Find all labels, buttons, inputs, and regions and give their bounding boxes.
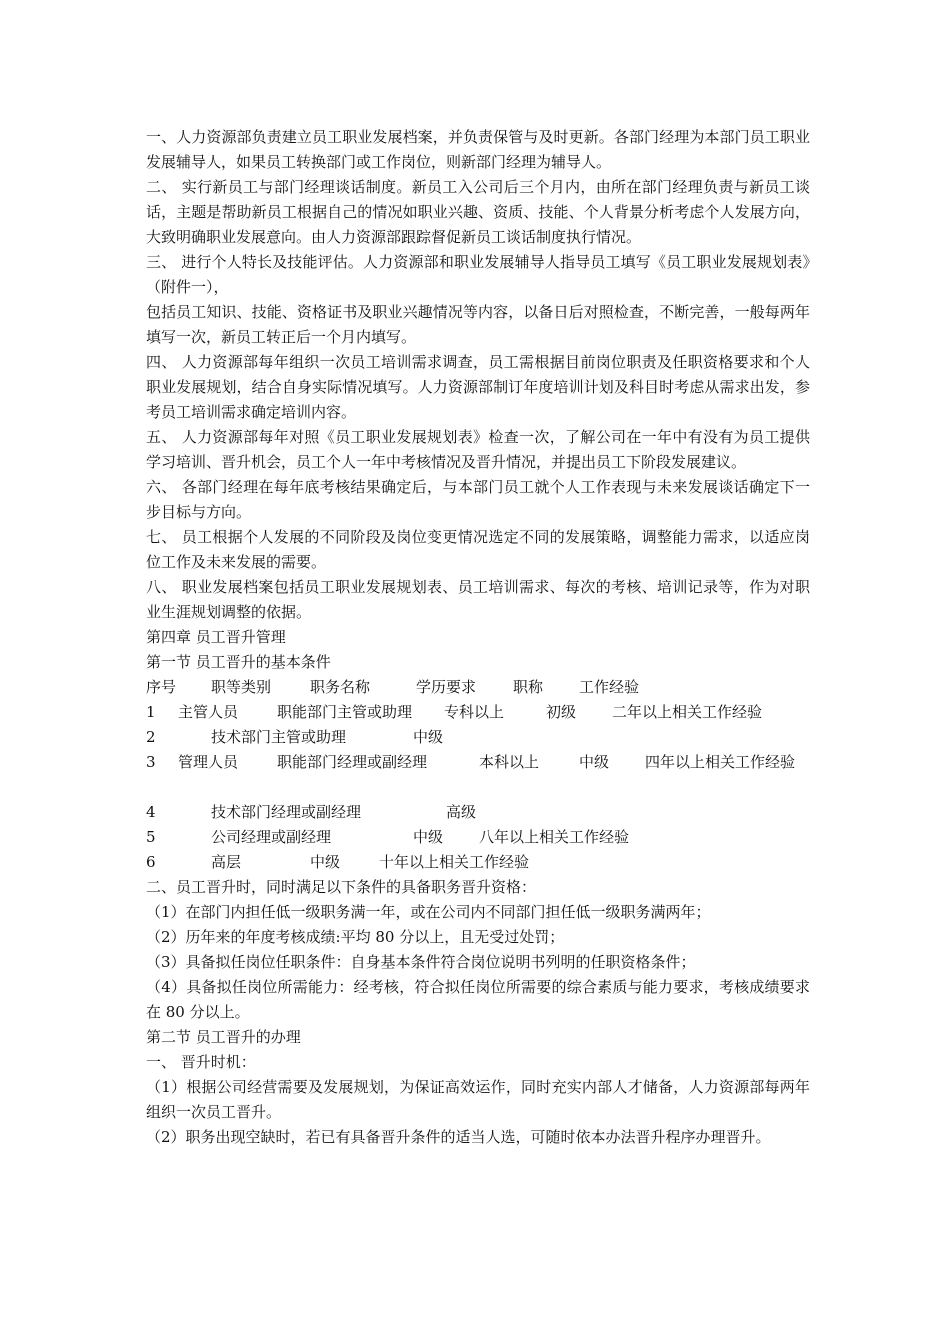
table-header-cell: 学历要求	[416, 678, 477, 696]
table-cell: 中级	[579, 753, 610, 771]
table-cell: 2	[146, 728, 156, 746]
table-header-cell: 职称	[513, 678, 544, 696]
condition-item: （4）具备拟任岗位所需能力：经考核，符合拟任岗位所需要的综合素质与能力要求，考核成绩要求在 80 分以上。	[146, 978, 810, 1021]
paragraph-4: 四、 人力资源部每年组织一次员工培训需求调查，员工需根据目前岗位职责及任职资格要求和个人职业发展规划，结合自身实际情况填写。人力资源部制订年度培训计划及科目时考虑从需求出发，参考员工培训需求确定培训内容。	[146, 353, 810, 421]
paragraph-3-continued: 包括员工知识、技能、资格证书及职业兴趣情况等内容，以备日后对照检查，不断完善，一般每两年填写一次，新员工转正后一个月内填写。	[146, 303, 810, 346]
table-row	[146, 725, 810, 750]
table-header-row	[146, 675, 810, 700]
table-cell: 本科以上	[479, 753, 540, 771]
table-row	[146, 825, 810, 850]
table-cell: 高级	[446, 803, 477, 821]
table-header-cell: 职等类别	[211, 678, 272, 696]
table-row	[146, 750, 810, 800]
chapter-title: 第四章 员工晋升管理	[146, 628, 286, 646]
table-row	[146, 700, 810, 725]
condition-item: （3）具备拟任岗位任职条件：自身基本条件符合岗位说明书列明的任职资格条件；	[146, 953, 696, 971]
table-cell: 技术部门主管或助理	[211, 728, 347, 746]
table-cell: 5	[146, 828, 156, 846]
paragraph-7: 七、 员工根据个人发展的不同阶段及岗位变更情况选定不同的发展策略，调整能力需求，以适应岗位工作及未来发展的需要。	[146, 528, 810, 571]
table-cell: 中级	[413, 828, 444, 846]
document-body	[146, 125, 810, 1150]
table-cell: 职能部门主管或助理	[277, 703, 413, 721]
table-cell: 高层	[211, 853, 242, 871]
table-cell: 公司经理或副经理	[211, 828, 332, 846]
table-header-cell: 职务名称	[310, 678, 371, 696]
table-cell: 6	[146, 853, 156, 871]
table-cell: 专科以上	[444, 703, 505, 721]
paragraph-8: 八、 职业发展档案包括员工职业发展规划表、员工培训需求、每次的考核、培训记录等，作为对职业生涯规划调整的依据。	[146, 578, 810, 621]
table-cell: 四年以上相关工作经验	[645, 753, 796, 771]
table-cell: 八年以上相关工作经验	[479, 828, 630, 846]
table-cell: 初级	[546, 703, 577, 721]
table-cell: 4	[146, 803, 156, 821]
table-cell: 主管人员	[178, 703, 239, 721]
timing-item: （2）职务出现空缺时，若已有具备晋升条件的适当人选，可随时依本办法晋升程序办理晋升。	[146, 1128, 771, 1146]
paragraph-6: 六、 各部门经理在每年底考核结果确定后，与本部门员工就个人工作表现与未来发展谈话确定下一步目标与方向。	[146, 478, 810, 521]
table-cell: 二年以上相关工作经验	[612, 703, 763, 721]
table-cell: 3	[146, 753, 156, 771]
table-cell: 技术部门经理或副经理	[211, 803, 362, 821]
table-cell: 中级	[413, 728, 444, 746]
section-title-basic-conditions: 第一节 员工晋升的基本条件	[146, 653, 331, 671]
table-cell: 十年以上相关工作经验	[379, 853, 530, 871]
paragraph-1: 一、人力资源部负责建立员工职业发展档案，并负责保管与及时更新。各部门经理为本部门员工职业发展辅导人，如果员工转换部门或工作岗位，则新部门经理为辅导人。	[146, 128, 810, 171]
table-row	[146, 800, 810, 825]
paragraph-3: 三、 进行个人特长及技能评估。人力资源部和职业发展辅导人指导员工填写《员工职业发展规划表》（附件一），	[146, 253, 810, 296]
table-header-cell: 序号	[146, 678, 177, 696]
condition-item: （2）历年来的年度考核成绩:平均 80 分以上，且无受过处罚；	[146, 928, 565, 946]
table-cell: 管理人员	[178, 753, 239, 771]
timing-title: 一、 晋升时机：	[146, 1053, 256, 1071]
table-cell: 中级	[310, 853, 341, 871]
table-header-cell: 工作经验	[579, 678, 640, 696]
paragraph-2: 二、 实行新员工与部门经理谈话制度。新员工入公司后三个月内，由所在部门经理负责与新员工谈话，主题是帮助新员工根据自己的情况如职业兴趣、资质、技能、个人背景分析考虑个人发展方向，大致明确职业发展意向。由人力资源部跟踪督促新员工谈话制度执行情况。	[146, 178, 810, 246]
timing-item: （1）根据公司经营需要及发展规划，为保证高效运作，同时充实内部人才储备，人力资源部每两年组织一次员工晋升。	[146, 1078, 810, 1121]
table-row	[146, 850, 810, 875]
section-title-promotion-handling: 第二节 员工晋升的办理	[146, 1028, 301, 1046]
paragraph-5: 五、 人力资源部每年对照《员工职业发展规划表》检查一次，了解公司在一年中有没有为员工提供学习培训、晋升机会，员工个人一年中考核情况及晋升情况，并提出员工下阶段发展建议。	[146, 428, 810, 471]
conditions-intro: 二、员工晋升时，同时满足以下条件的具备职务晋升资格：	[146, 878, 537, 896]
table-cell: 1	[146, 703, 156, 721]
table-cell: 职能部门经理或副经理	[277, 753, 428, 771]
condition-item: （1）在部门内担任低一级职务满一年，或在公司内不同部门担任低一级职务满两年；	[146, 903, 711, 921]
